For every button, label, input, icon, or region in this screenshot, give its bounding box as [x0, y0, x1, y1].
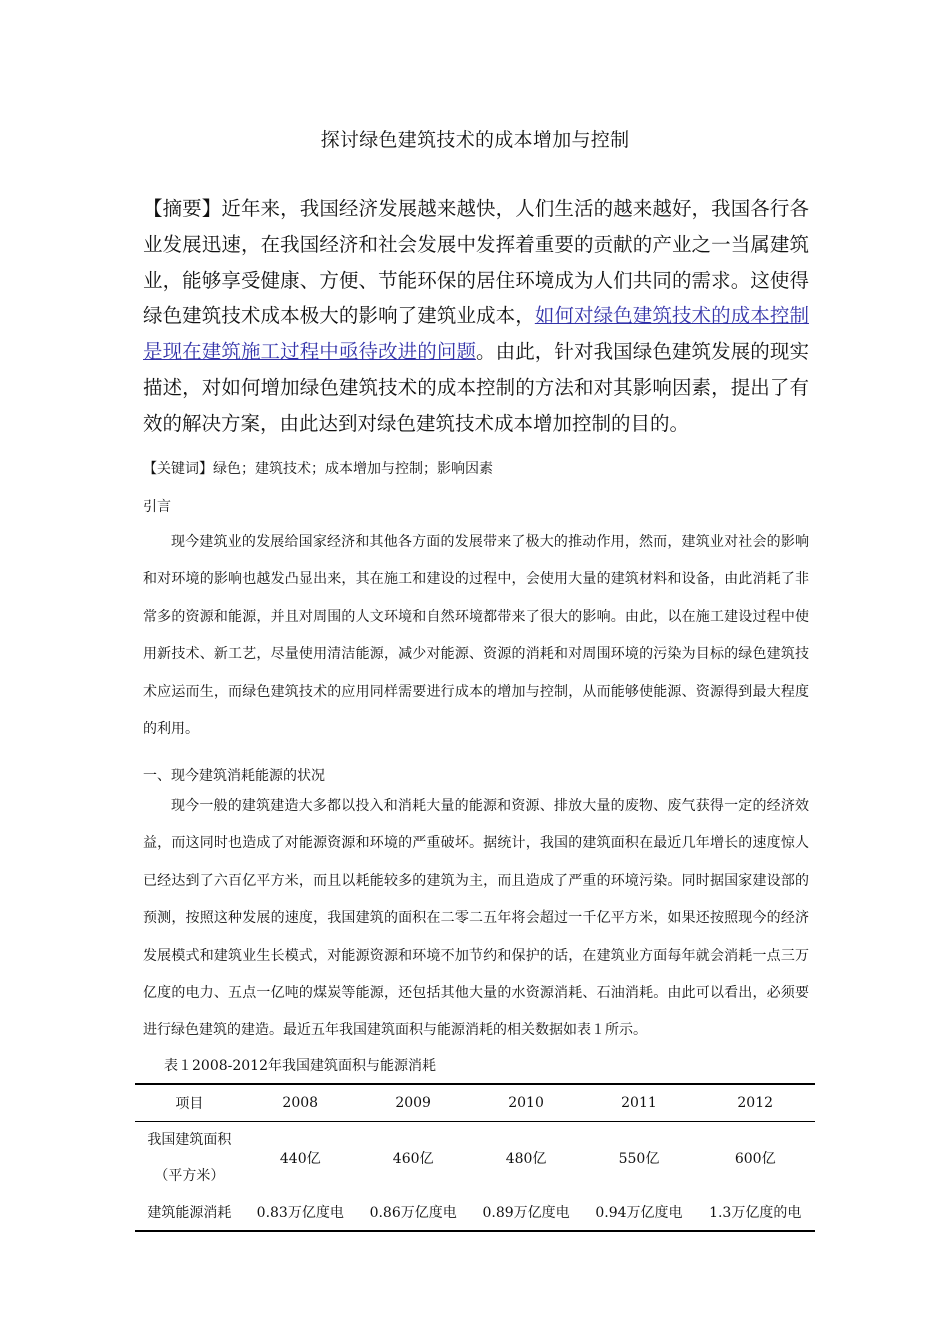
table-cell: 0.94万亿度电: [583, 1194, 696, 1231]
intro-paragraph: 现今建筑业的发展给国家经济和其他各方面的发展带来了极大的推动作用，然而，建筑业对社会的影响和对环境的影响也越发凸显出来，其在施工和建设的过程中，会使用大量的建筑材料和设备，由此消耗了非常多的资源和能源，并且对周围的人文环境和自然环境都带来了很大的影响。由此，以在施工建设过程中使用新技术、新工艺，尽量使用清洁能源，减少对能源、资源的消耗和对周围环境的污染为目标的绿色建筑技术应运而生，而绿色建筑技术的应用同样需要进行成本的增加与控制，从而能够使能源、资源得到最大程度的利用。: [143, 534, 809, 738]
table-header-cell: 2010: [470, 1084, 583, 1121]
document-title: 探讨绿色建筑技术的成本增加与控制: [320, 129, 630, 151]
table-cell: 440亿: [279, 1150, 321, 1167]
keywords-line: 【关键词】绿色；建筑技术；成本增加与控制；影响因素: [143, 461, 493, 477]
table-header-row: [135, 1084, 815, 1121]
table-cell: 1.3万亿度的电: [695, 1194, 815, 1231]
table-caption: 表１2008-2012年我国建筑面积与能源消耗: [164, 1058, 436, 1074]
table-cell: 0.83万亿度电: [244, 1194, 357, 1231]
table-header-cell: 2012: [695, 1084, 815, 1121]
table-header-cell: 2008: [244, 1084, 357, 1121]
table-cell: 0.86万亿度电: [357, 1194, 470, 1231]
abstract-hyperlink[interactable]: 如何对绿色建筑技术的成本控制是现在建筑施工过程中亟待改进的问题: [143, 304, 809, 364]
table-row: [135, 1194, 815, 1231]
table-cell: 550亿: [618, 1150, 660, 1167]
table-header-cell: 2009: [357, 1084, 470, 1121]
table-header-cell: 2011: [583, 1084, 696, 1121]
table-header-cell: 项目: [135, 1084, 244, 1121]
table-row-label: 建筑能源消耗: [135, 1194, 244, 1231]
intro-heading: 引言: [143, 499, 171, 515]
section1-heading: 一、现今建筑消耗能源的状况: [143, 768, 325, 784]
table-cell: 460亿: [392, 1150, 434, 1167]
row-label-line: （平方米）: [154, 1167, 225, 1184]
table-row: [135, 1121, 815, 1194]
energy-table: [135, 1083, 815, 1232]
table-cell: 600亿: [734, 1150, 776, 1167]
table-cell: 0.89万亿度电: [470, 1194, 583, 1231]
table-cell: 480亿: [505, 1150, 547, 1167]
row-label-line: 我国建筑面积: [147, 1131, 232, 1148]
table-row-label: [135, 1121, 244, 1194]
abstract-text-start: 【摘要】近年来，我国经济发展越来越快，人们生活的越来越好，我国各行各业发展迅速，在我国经济和社会发展中发挥着重要的贡献的产业之一当属建筑业，能够享受健康、方便、节能环保的居住环境成为人们共同的需求。这使得绿色建筑技术成本极大的影响了建筑业成本，: [143, 197, 809, 328]
abstract-paragraph: [143, 191, 809, 442]
section1-paragraph: 现今一般的建筑建造大多都以投入和消耗大量的能源和资源、排放大量的废物、废气获得一定的经济效益，而这同时也造成了对能源资源和环境的严重破坏。据统计，我国的建筑面积在最近几年增长的速度惊人已经达到了六百亿平方米，而且以耗能较多的建筑为主，而且造成了严重的环境污染。同时据国家建设部的预测，按照这种发展的速度，我国建筑的面积在二零二五年将会超过一千亿平方米，如果还按照现今的经济发展模式和建筑业生长模式，对能源资源和环境不加节约和保护的话，在建筑业方面每年就会消耗一点三万亿度的电力、五点一亿吨的煤炭等能源，还包括其他大量的水资源消耗、石油消耗。由此可以看出，必须要进行绿色建筑的建造。最近五年我国建筑面积与能源消耗的相关数据如表１所示。: [143, 798, 809, 1039]
abstract-text-end: 。由此，针对我国绿色建筑发展的现实描述，对如何增加绿色建筑技术的成本控制的方法和对其影响因素，提出了有效的解决方案，由此达到对绿色建筑技术成本增加控制的目的。: [143, 340, 809, 435]
